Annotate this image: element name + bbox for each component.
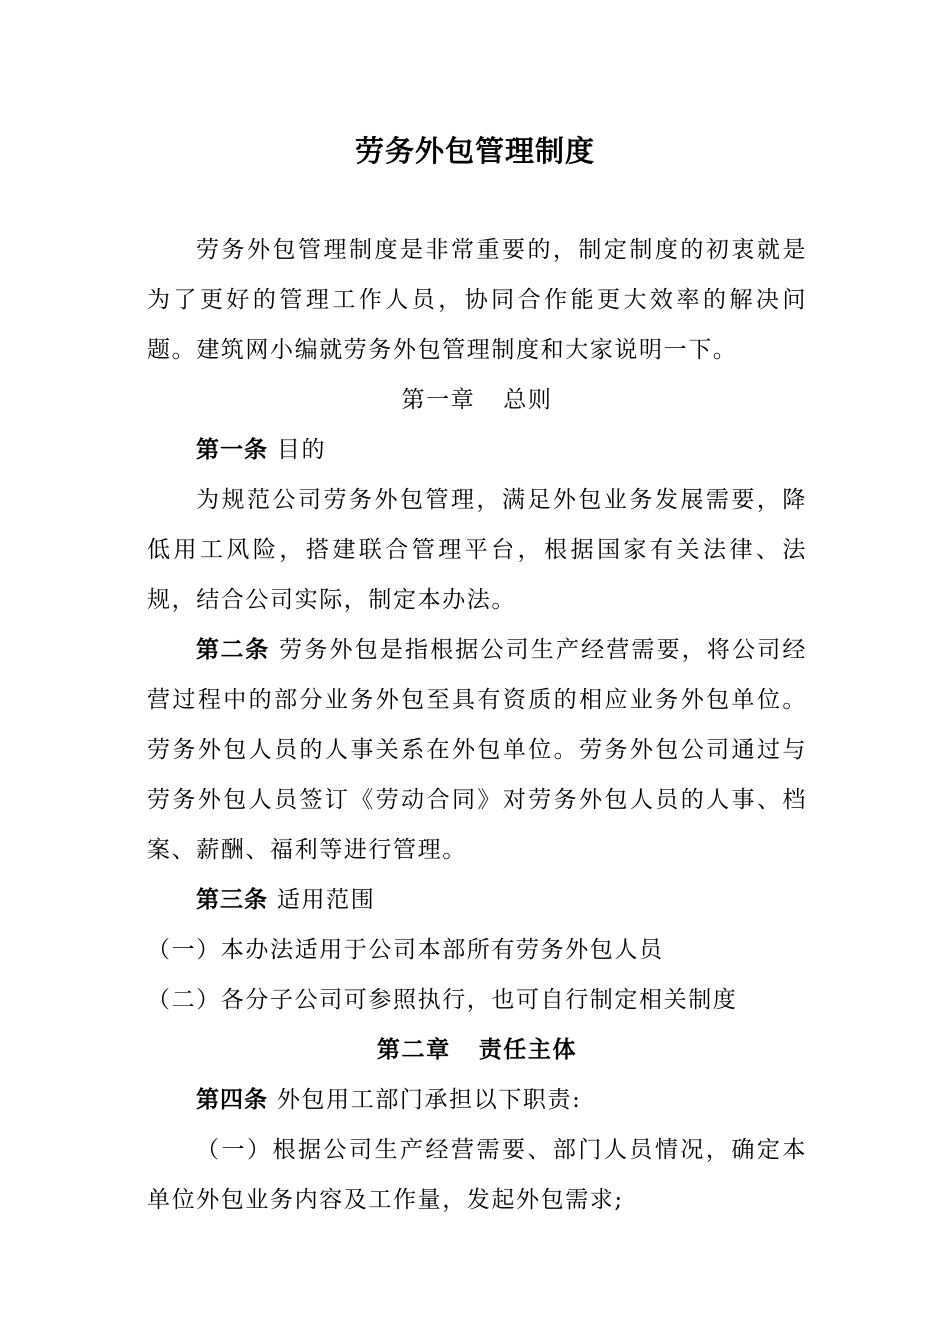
article-3-item-1: （一）本办法适用于公司本部所有劳务外包人员	[147, 937, 664, 963]
chapter-1-heading	[147, 375, 807, 425]
chapter-1-name: 总则	[503, 387, 553, 413]
article-3-item-2: （二）各分子公司可参照执行，也可自行制定相关制度	[147, 987, 738, 1013]
chapter-2-number: 第二章	[376, 1037, 451, 1063]
article-3-heading	[147, 875, 807, 925]
document-title: 劳务外包管理制度	[354, 134, 595, 168]
document-body	[147, 225, 807, 1225]
article-4-heading	[147, 1075, 807, 1125]
intro-paragraph: 劳务外包管理制度是非常重要的，制定制度的初衷就是为了更好的管理工作人员，协同合作能更大效率的解决问题。建筑网小编就劳务外包管理制度和大家说明一下。	[147, 237, 807, 363]
article-4-item-1: （一）根据公司生产经营需要、部门人员情况，确定本单位外包业务内容及工作量，发起外包需求;	[147, 1137, 807, 1213]
article-3-number: 第三条	[196, 887, 268, 913]
chapter-2-name: 责任主体	[478, 1037, 578, 1063]
article-2-paragraph	[147, 625, 807, 875]
article-1-paragraph: 为规范公司劳务外包管理，满足外包业务发展需要，降低用工风险，搭建联合管理平台，根据国家有关法律、法规，结合公司实际，制定本办法。	[147, 487, 807, 613]
article-3-subject: 适用范围	[276, 887, 376, 913]
article-4-text: 外包用工部门承担以下职责:	[276, 1087, 582, 1113]
article-2-text: 劳务外包是指根据公司生产经营需要，将公司经营过程中的部分业务外包至具有资质的相应业务外包单位。劳务外包人员的人事关系在外包单位。劳务外包公司通过与劳务外包人员签订《劳动合同》对劳务外包人员的人事、档案、薪酬、福利等进行管理。	[147, 637, 807, 863]
article-1-subject: 目的	[276, 437, 327, 463]
article-1-number: 第一条	[196, 437, 268, 463]
article-2-number: 第二条	[196, 637, 270, 663]
article-4-number: 第四条	[196, 1087, 268, 1113]
chapter-1-number: 第一章	[401, 387, 476, 413]
chapter-2-heading	[147, 1025, 807, 1075]
article-1-heading	[147, 425, 807, 475]
